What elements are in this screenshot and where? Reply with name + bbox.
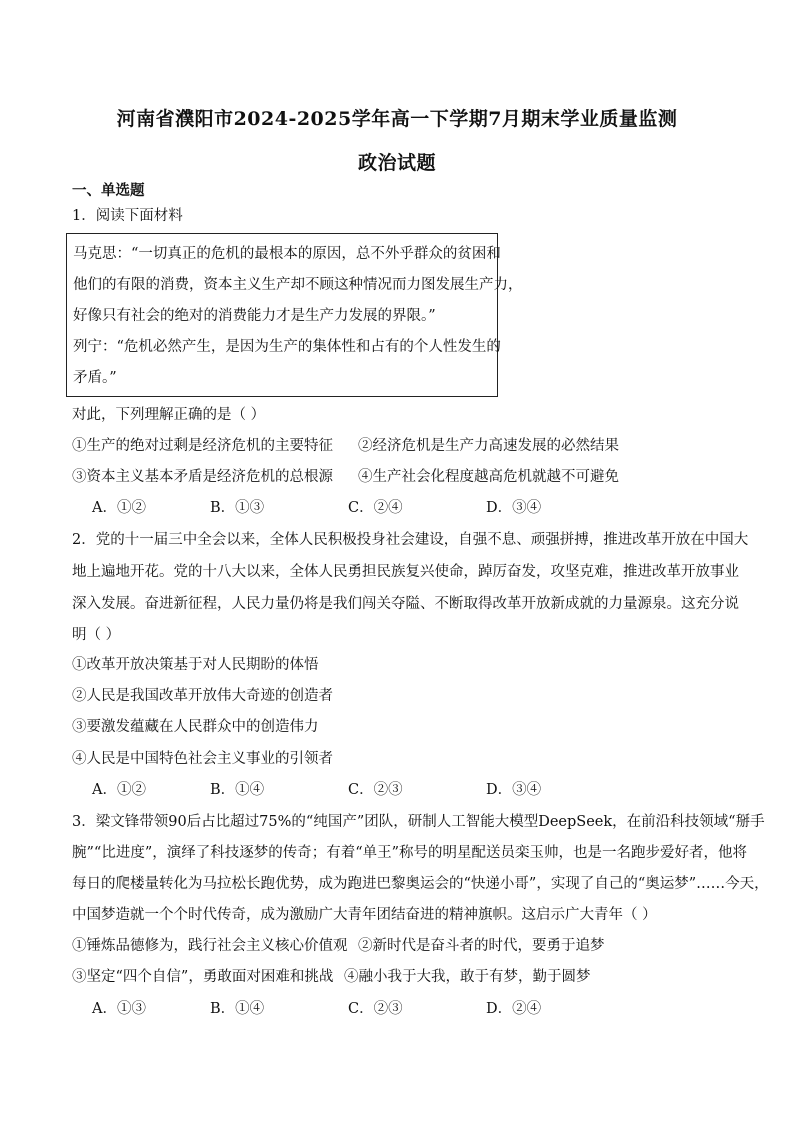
q1-quote-line: 好像只有社会的绝对的消费能力才是生产力发展的界限。” — [73, 308, 436, 324]
q1-prompt: 对此，下列理解正确的是（ ） — [72, 407, 266, 423]
q2-statement: ④人民是中国特色社会主义事业的引领者 — [72, 751, 333, 767]
q3-statement: ②新时代是奋斗者的时代，要勇于追梦 — [358, 938, 605, 954]
q1-statement: ②经济危机是生产力高速发展的必然结果 — [358, 438, 619, 454]
q1-quote-line: 矛盾。” — [73, 370, 117, 386]
q3-choice-d[interactable]: D．②④ — [486, 1001, 542, 1017]
q3-stem-line: 每日的爬楼量转化为马拉松长跑优势，成为跑进巴黎奥运会的“快递小哥”，实现了自己的“奥运梦”……今天， — [72, 876, 769, 892]
q2-choice-a[interactable]: A．①② — [92, 782, 146, 798]
q1-quote-line: 他们的有限的消费，资本主义生产却不顾这种情况而力图发展生产力， — [73, 277, 523, 293]
q2-statement: ①改革开放决策基于对人民期盼的体悟 — [72, 657, 319, 673]
q1-quote-line: 列宁：“危机必然产生，是因为生产的集体性和占有的个人性发生的 — [73, 339, 501, 355]
q3-stem-line: 中国梦造就一个个时代传奇，成为激励广大青年团结奋进的精神旗帜。这启示广大青年（ ） — [72, 907, 657, 923]
q1-stem: 1．阅读下面材料 — [72, 208, 183, 224]
q1-statement: ③资本主义基本矛盾是经济危机的总根源 — [72, 469, 333, 485]
q2-statement: ②人民是我国改革开放伟大奇迹的创造者 — [72, 688, 333, 704]
section-heading: 一、单选题 — [72, 182, 145, 199]
q2-statement: ③要激发蕴藏在人民群众中的创造伟力 — [72, 719, 319, 735]
q3-stem-line: 3．梁文锋带领90后占比超过75%的“纯国产”团队，研制人工智能大模型DeepSeek，在前沿科技领域“掰手 — [72, 814, 765, 830]
q3-choice-c[interactable]: C．②③ — [348, 1001, 403, 1017]
q2-choice-c[interactable]: C．②③ — [348, 782, 403, 798]
q1-choice-b[interactable]: B．①③ — [210, 500, 265, 516]
q3-choice-b[interactable]: B．①④ — [210, 1001, 265, 1017]
exam-subject: 政治试题 — [357, 152, 436, 174]
q3-choice-a[interactable]: A．①③ — [92, 1001, 146, 1017]
q2-stem-line: 2．党的十一届三中全会以来，全体人民积极投身社会建设，自强不息、顽强拼搏，推进改革开放在中国大 — [72, 532, 749, 548]
q1-material-box — [66, 233, 523, 397]
q1-statement: ④生产社会化程度越高危机就越不可避免 — [358, 469, 619, 485]
q3-statement: ①锤炼品德修为，践行社会主义核心价值观 — [72, 938, 348, 954]
q3-statement: ③坚定“四个自信”，勇敢面对困难和挑战 — [72, 969, 334, 985]
q2-stem-line: 明（ ） — [72, 627, 121, 643]
q2-stem-line: 深入发展。奋进新征程，人民力量仍将是我们闯关夺隘、不断取得改革开放新成就的力量源泉。这充分说 — [72, 596, 739, 612]
q2-choice-b[interactable]: B．①④ — [210, 782, 265, 798]
q3-stem-line: 腕”“比进度”，演绎了科技逐梦的传奇；有着“单王”称号的明星配送员栾玉帅，也是一名跑步爱好者，他将 — [72, 845, 748, 861]
exam-title: 河南省濮阳市2024-2025学年高一下学期7月期末学业质量监测 — [116, 108, 678, 130]
q1-choice-c[interactable]: C．②④ — [348, 500, 403, 516]
q1-choice-a[interactable]: A．①② — [92, 500, 146, 516]
q2-stem-line: 地上遍地开花。党的十八大以来，全体人民勇担民族复兴使命，踔厉奋发，攻坚克难，推进改革开放事业 — [72, 564, 739, 580]
q1-quote-line: 马克思：“一切真正的危机的最根本的原因，总不外乎群众的贫困和 — [73, 246, 501, 262]
q3-statement: ④融小我于大我，敢于有梦，勤于圆梦 — [344, 969, 591, 985]
q1-statement: ①生产的绝对过剩是经济危机的主要特征 — [72, 438, 333, 454]
q2-choice-d[interactable]: D．③④ — [486, 782, 542, 798]
q1-choice-d[interactable]: D．③④ — [486, 500, 542, 516]
